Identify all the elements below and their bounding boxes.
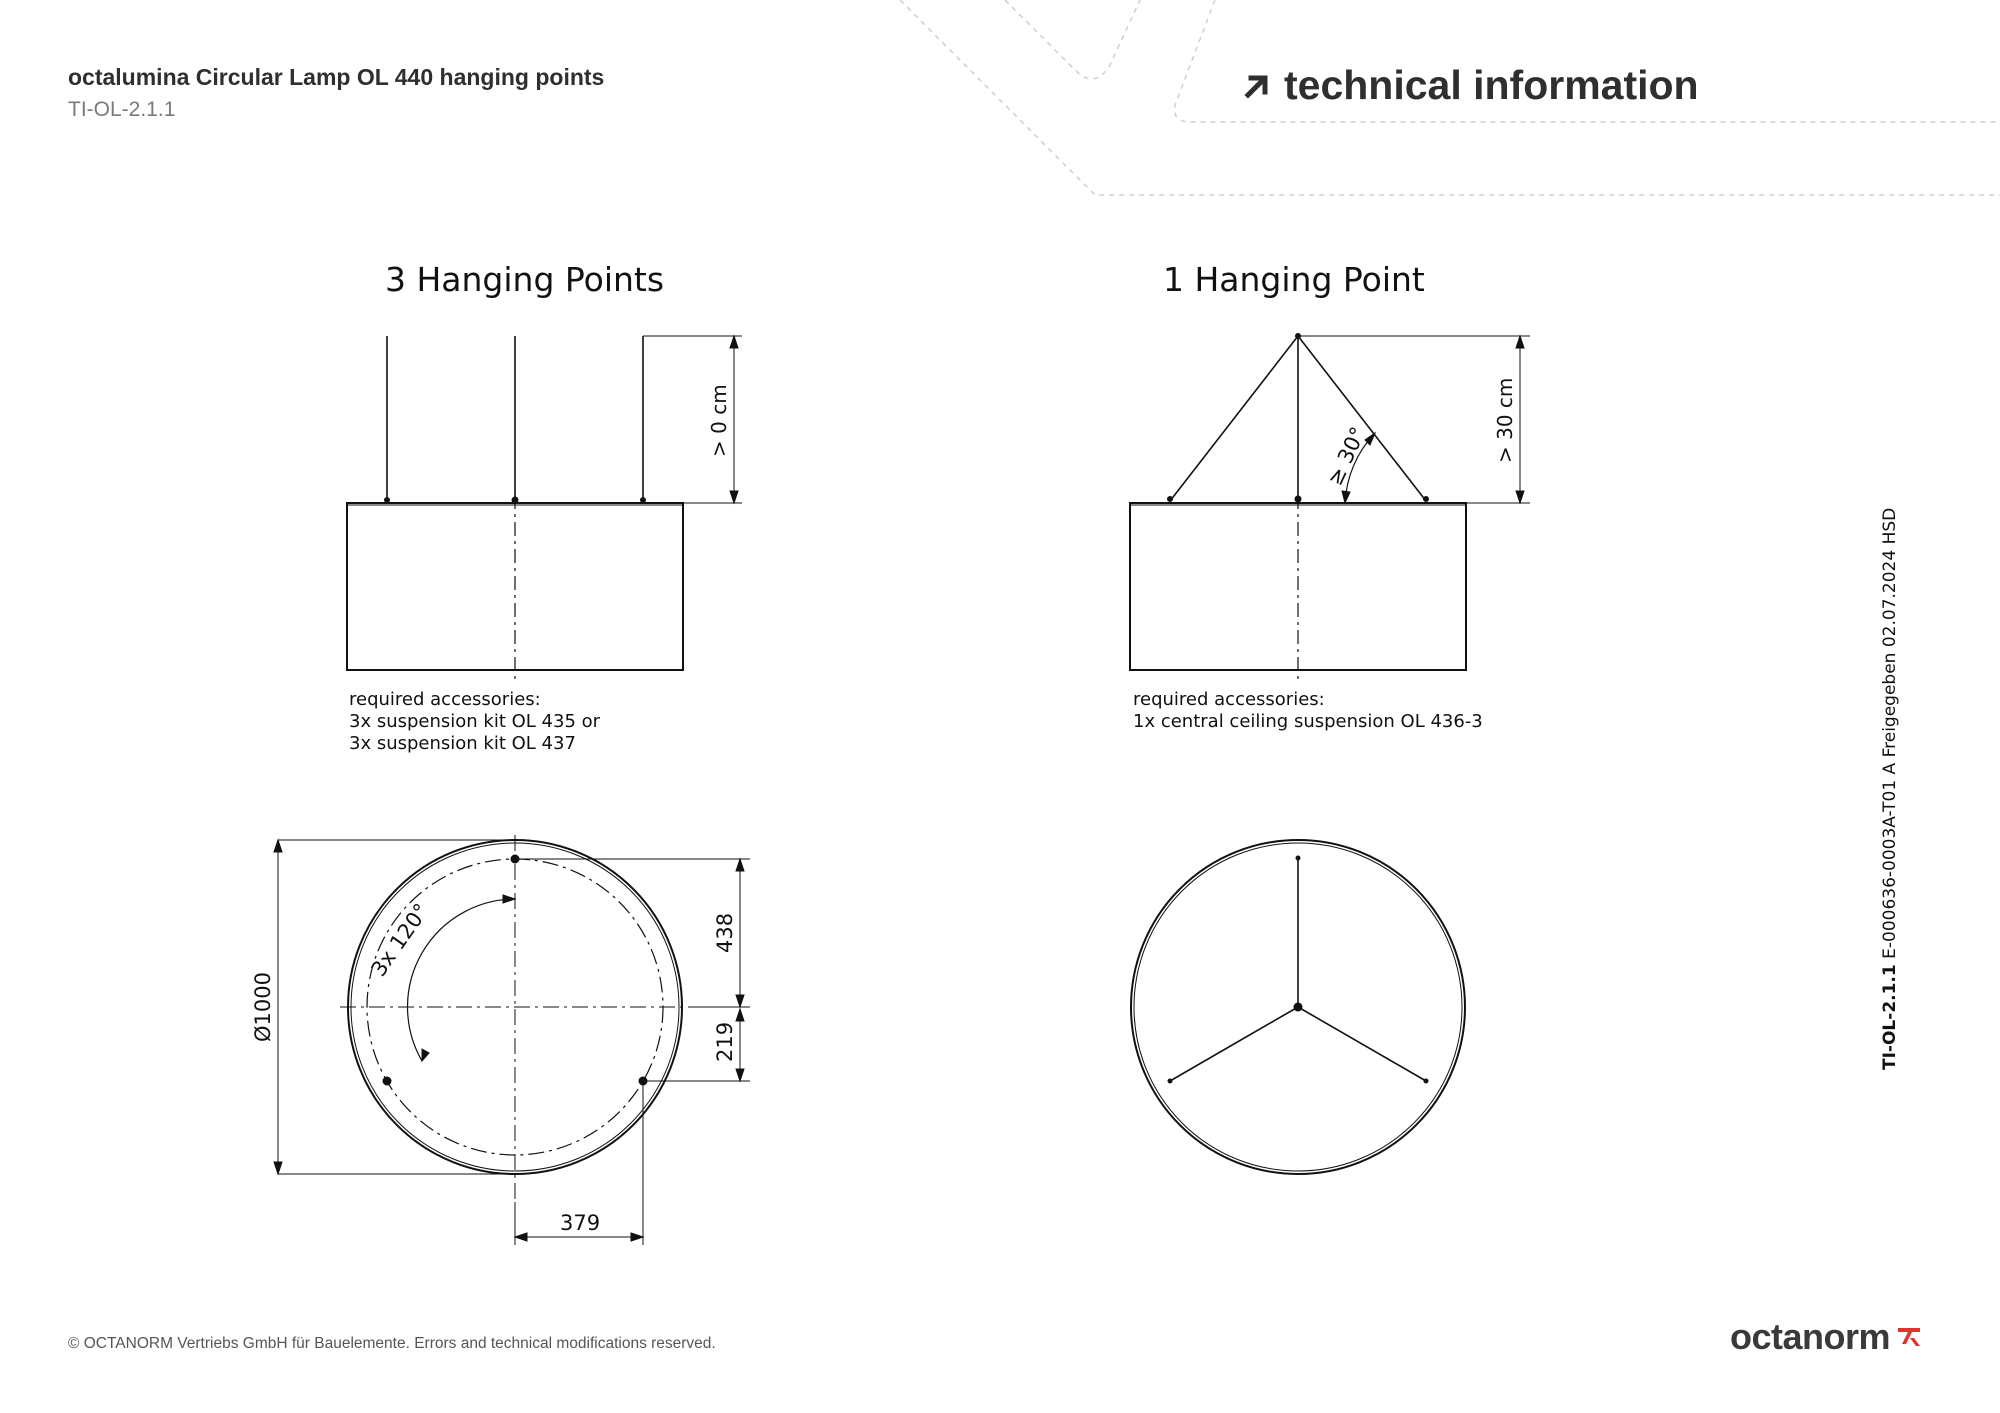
accessories-right — [1133, 689, 1483, 733]
accessories-left — [349, 689, 600, 755]
logo-text: octanorm — [1730, 1316, 1891, 1357]
document-side-label — [1880, 508, 1900, 1070]
diameter-label: Ø1000 — [251, 972, 275, 1042]
one-point-title: 1 Hanging Point — [1163, 260, 1425, 299]
one-point-side-view — [1120, 325, 1540, 685]
document-code: TI-OL-2.1.1 — [68, 98, 176, 121]
page-title: octalumina Circular Lamp OL 440 hanging points — [68, 64, 605, 90]
one-point-top-view — [1120, 820, 1480, 1200]
dim-lower: 219 — [713, 1021, 737, 1062]
side-code-rest: E-000636-0003A-T01 A Freigegeben 02.07.2024 HSD — [1880, 507, 1900, 959]
height-dim-left: > 0 cm — [707, 384, 731, 457]
section-heading-text: technical information — [1284, 62, 1699, 108]
section-heading — [1240, 62, 1699, 109]
accessory-item: 3x suspension kit OL 435 or — [349, 711, 601, 732]
copyright: © OCTANORM Vertriebs GmbH für Bauelemente. Errors and technical modifications reserved. — [68, 1335, 716, 1352]
accessory-item: 3x suspension kit OL 437 — [349, 733, 576, 754]
accessory-item: 1x central ceiling suspension OL 436-3 — [1133, 711, 1483, 732]
accessories-label: required accessories: — [1133, 689, 1325, 710]
header-decoration — [0, 0, 2000, 200]
angle-label-right: ≥ 30° — [1322, 423, 1371, 490]
side-code-bold: TI-OL-2.1.1 — [1880, 964, 1900, 1070]
three-points-title: 3 Hanging Points — [385, 260, 665, 299]
three-points-side-view — [330, 325, 750, 685]
height-dim-right: > 30 cm — [1493, 377, 1517, 463]
arrow-up-right-icon — [1240, 69, 1274, 103]
angle-label-left: 3x 120° — [366, 899, 434, 981]
dim-horizontal: 379 — [560, 1211, 601, 1235]
three-points-top-view — [240, 820, 760, 1260]
logo-mark-icon — [1896, 1324, 1922, 1350]
octanorm-logo — [1730, 1316, 1922, 1358]
accessories-label: required accessories: — [349, 689, 541, 710]
dim-upper: 438 — [713, 912, 737, 953]
